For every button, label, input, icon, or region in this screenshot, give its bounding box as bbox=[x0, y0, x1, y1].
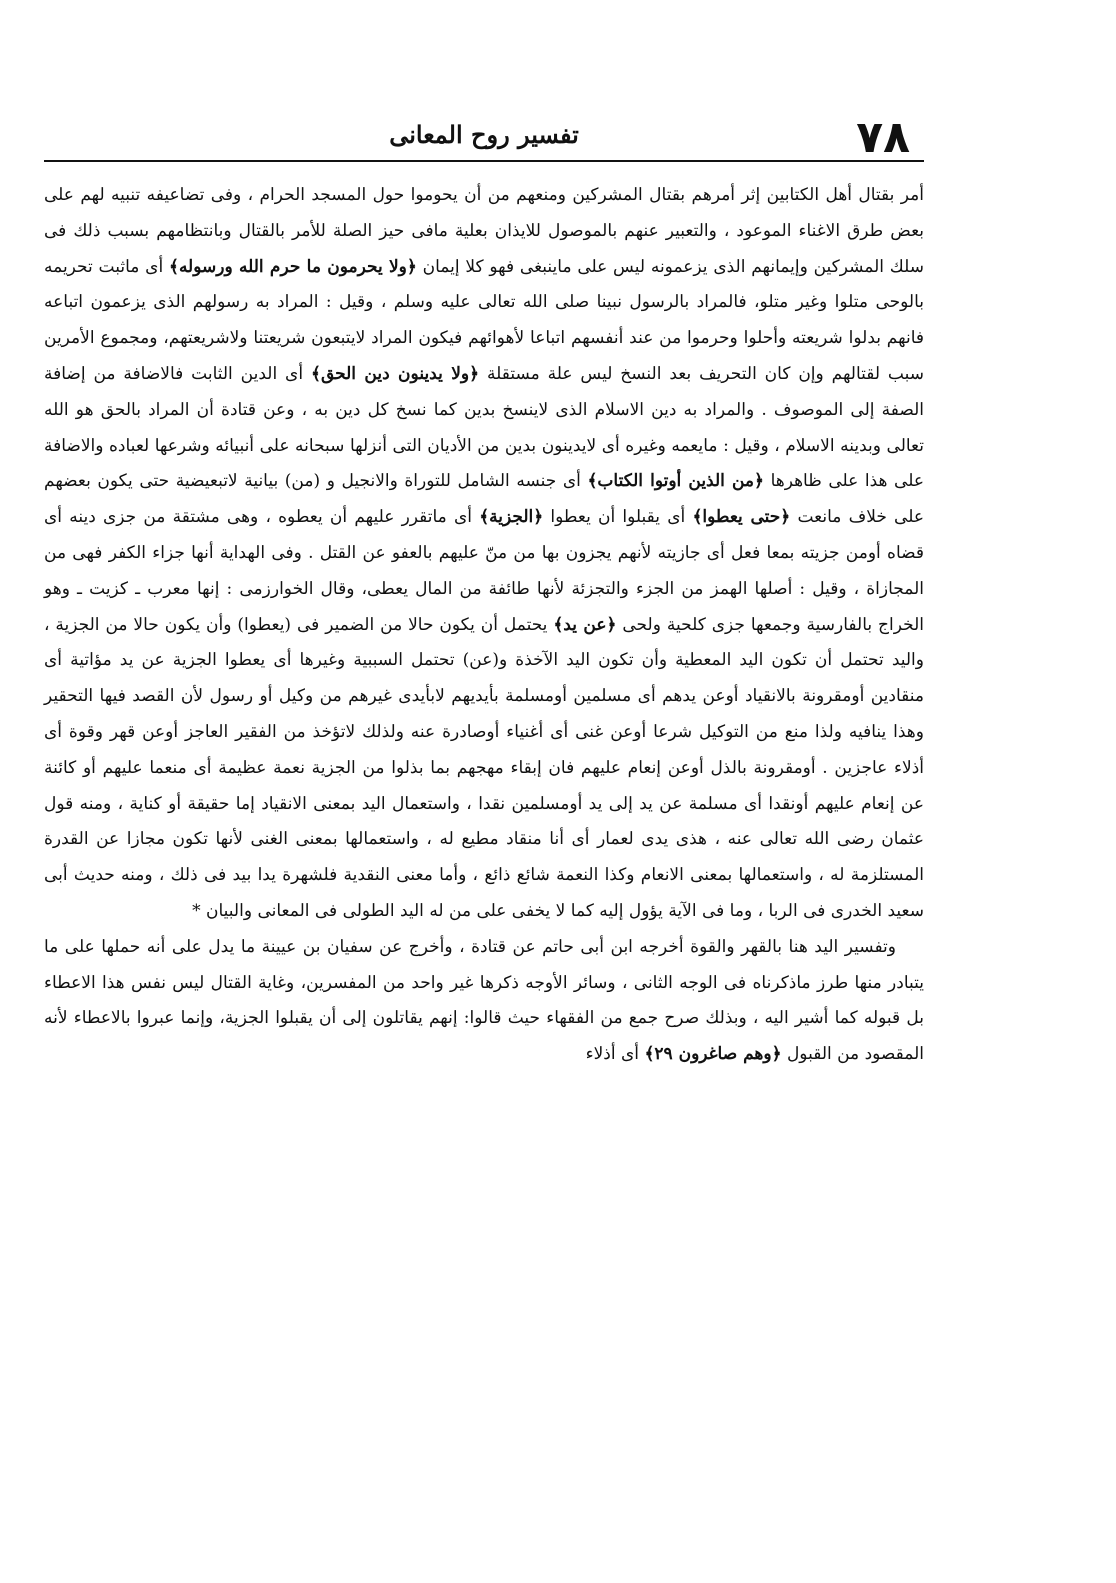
text-segment: أى ماتقرر عليهم أن يعطوه ، وهى مشتقة من جزى دينه أى قضاه أومن جزيته بمعا فعل أى جازيته لأنهم يجزون بها من منّ عليهم بالعفو عن القتل . وفى الهداية أنها جزاء الكفر فهى من المجازاة ، وقيل : أصلها الهمز من الجزء والتجزئة لأنها طائفة من المال يعطى، وقال الخوارزمى : إنها معرب ـ كزيت ـ وهو الخراج بالفارسية وجمعها جزى كلحية ولحى bbox=[44, 507, 924, 635]
quranic-verse: ﴿وهم صاغرون ٢٩﴾ bbox=[644, 1044, 782, 1065]
text-segment: أى أذلاء bbox=[585, 1044, 645, 1065]
text-segment: أى ماثبت تحريمه بالوحى متلوا وغير متلو، فالمراد بالرسول نبينا صلى الله تعالى عليه وسلم ، وقيل : المراد به رسولهم الذى يزعمون اتباعه فانهم بدلوا شريعته وأحلوا وحرموا من عند أنفسهم اتباعا لأهوائهم فيكون المراد لايتبعون شريعتنا ولاشريعتهم، ومجموع الأمرين سبب لقتالهم وإن كان التحريف بعد النسخ ليس علة مستقلة bbox=[44, 256, 924, 384]
quranic-verse: ﴿ولا يحرمون ما حرم الله ورسوله﴾ bbox=[168, 256, 417, 277]
text-segment: أى جنسه الشامل للتوراة والانجيل و (من) بيانية لاتبعيضية حتى يكون بعضهم على خلاف مانعت bbox=[44, 471, 924, 528]
running-title: تفسير روح المعانى bbox=[389, 120, 579, 149]
quranic-verse: ﴿ولا يدينون دين الحق﴾ bbox=[310, 363, 480, 384]
text-segment: يحتمل أن يكون حالا من الضمير فى (يعطوا) وأن يكون حالا من الجزية ، واليد تحتمل أن تكون اليد المعطية وأن تكون اليد الآخذة و(عن) تحتمل السببية وغيرها أى يعطوا الجزية عن يد مؤاتية أى منقادين أومقرونة بالانقياد أوعن يدهم أى مسلمين أومسلمة بأيديهم لابأيدى غيرهم من وكيل أو رسول لأن القصد فيها التحقير وهذا ينافيه ولذا منع من التوكيل شرعا أوعن غنى أى أغنياء أوصادرة عنه ولذلك لاتؤخذ من الفقير العاجز أوعن قهر وقوة أى أذلاء عاجزين . أومقرونة بالذل أوعن إنعام عليهم فان إبقاء مهجهم بما بذلوا من الجزية نعمة عظيمة أى منعما عليهم أو كائنة عن إنعام عليهم أونقدا أى مسلمة عن يد إلى يد أومسلمين نقدا ، واستعمال اليد بمعنى الانقياد إما حقيقة أو كناية ، ومنه قول عثمان رضى الله تعالى عنه ، هذى يدى لعمار أى أنا منقاد مطيع له ، واستعمالها بمعنى الغنى لأنها تكون مجازا عن القدرة المستلزمة له ، واستعمالها بمعنى الانعام وكذا النعمة شائع ذائع ، وأما معنى النقدية فلشهرة يدا بيد فى ذلك ، ومنه حديث أبى سعيد الخدرى فى الربا ، وما فى الآية يؤول إليه كما لا يخفى على من له اليد الطولى فى المعانى والبيان * bbox=[44, 614, 924, 921]
quranic-verse: ﴿حتى يعطوا﴾ bbox=[692, 507, 791, 528]
quranic-verse: ﴿الجزية﴾ bbox=[479, 507, 544, 528]
body-text bbox=[44, 178, 924, 1073]
quranic-verse: ﴿من الذين أوتوا الكتاب﴾ bbox=[587, 471, 764, 492]
text-segment: أى الدين الثابت فالاضافة من إضافة الصفة إلى الموصوف . والمراد به دين الاسلام الذى لاينسخ بدين كما نسخ كل دين به ، وعن قتادة أن المراد بالحق هو الله تعالى وبدينه الاسلام ، وقيل : مايعمه وغيره أى لايدينون بدين من الأديان التى أنزلها سبحانه على أنبيائه وشرعها لعباده والاضافة على هذا على ظاهرها bbox=[44, 363, 924, 492]
page-header bbox=[44, 108, 924, 162]
text-segment: أمر بقتال أهل الكتابين إثر أمرهم بقتال المشركين ومنعهم من أن يحوموا حول المسجد الحرام ، وفى تضاعيفه تنبيه لهم على بعض طرق الاغناء الموعود ، والتعبير عنهم بالموصول للايذان بعلية مافى حيز الصلة للأمر بالقتال وبانتظامهم بسبب ذلك فى سلك المشركين وإيمانهم الذى يزعمونه ليس على ماينبغى فهو كلا إيمان bbox=[44, 185, 924, 277]
text-segment: أى يقبلوا أن يعطوا bbox=[543, 507, 693, 528]
text-segment: وتفسير اليد هنا بالقهر والقوة أخرجه ابن أبى حاتم عن قتادة ، وأخرج عن سفيان بن عيينة ما يدل على أنه حملها على ما يتبادر منها طرز ماذكرناه فى الوجه الثانى ، وسائر الأوجه ذكرها غير واحد من المفسرين، وغاية القتال ليس نفس هذا الاعطاء بل قبوله كما أشير اليه ، وبذلك صرح جمع من الفقهاء حيث قالوا: إنهم يقاتلون إلى أن يقبلوا الجزية، وإنما عبروا بالاعطاء لأنه المقصود من القبول bbox=[44, 936, 924, 1065]
paragraph bbox=[44, 930, 924, 1073]
quranic-verse: ﴿عن يد﴾ bbox=[553, 614, 617, 635]
page-number: ٧٨ bbox=[856, 112, 910, 163]
paragraph bbox=[44, 178, 924, 930]
